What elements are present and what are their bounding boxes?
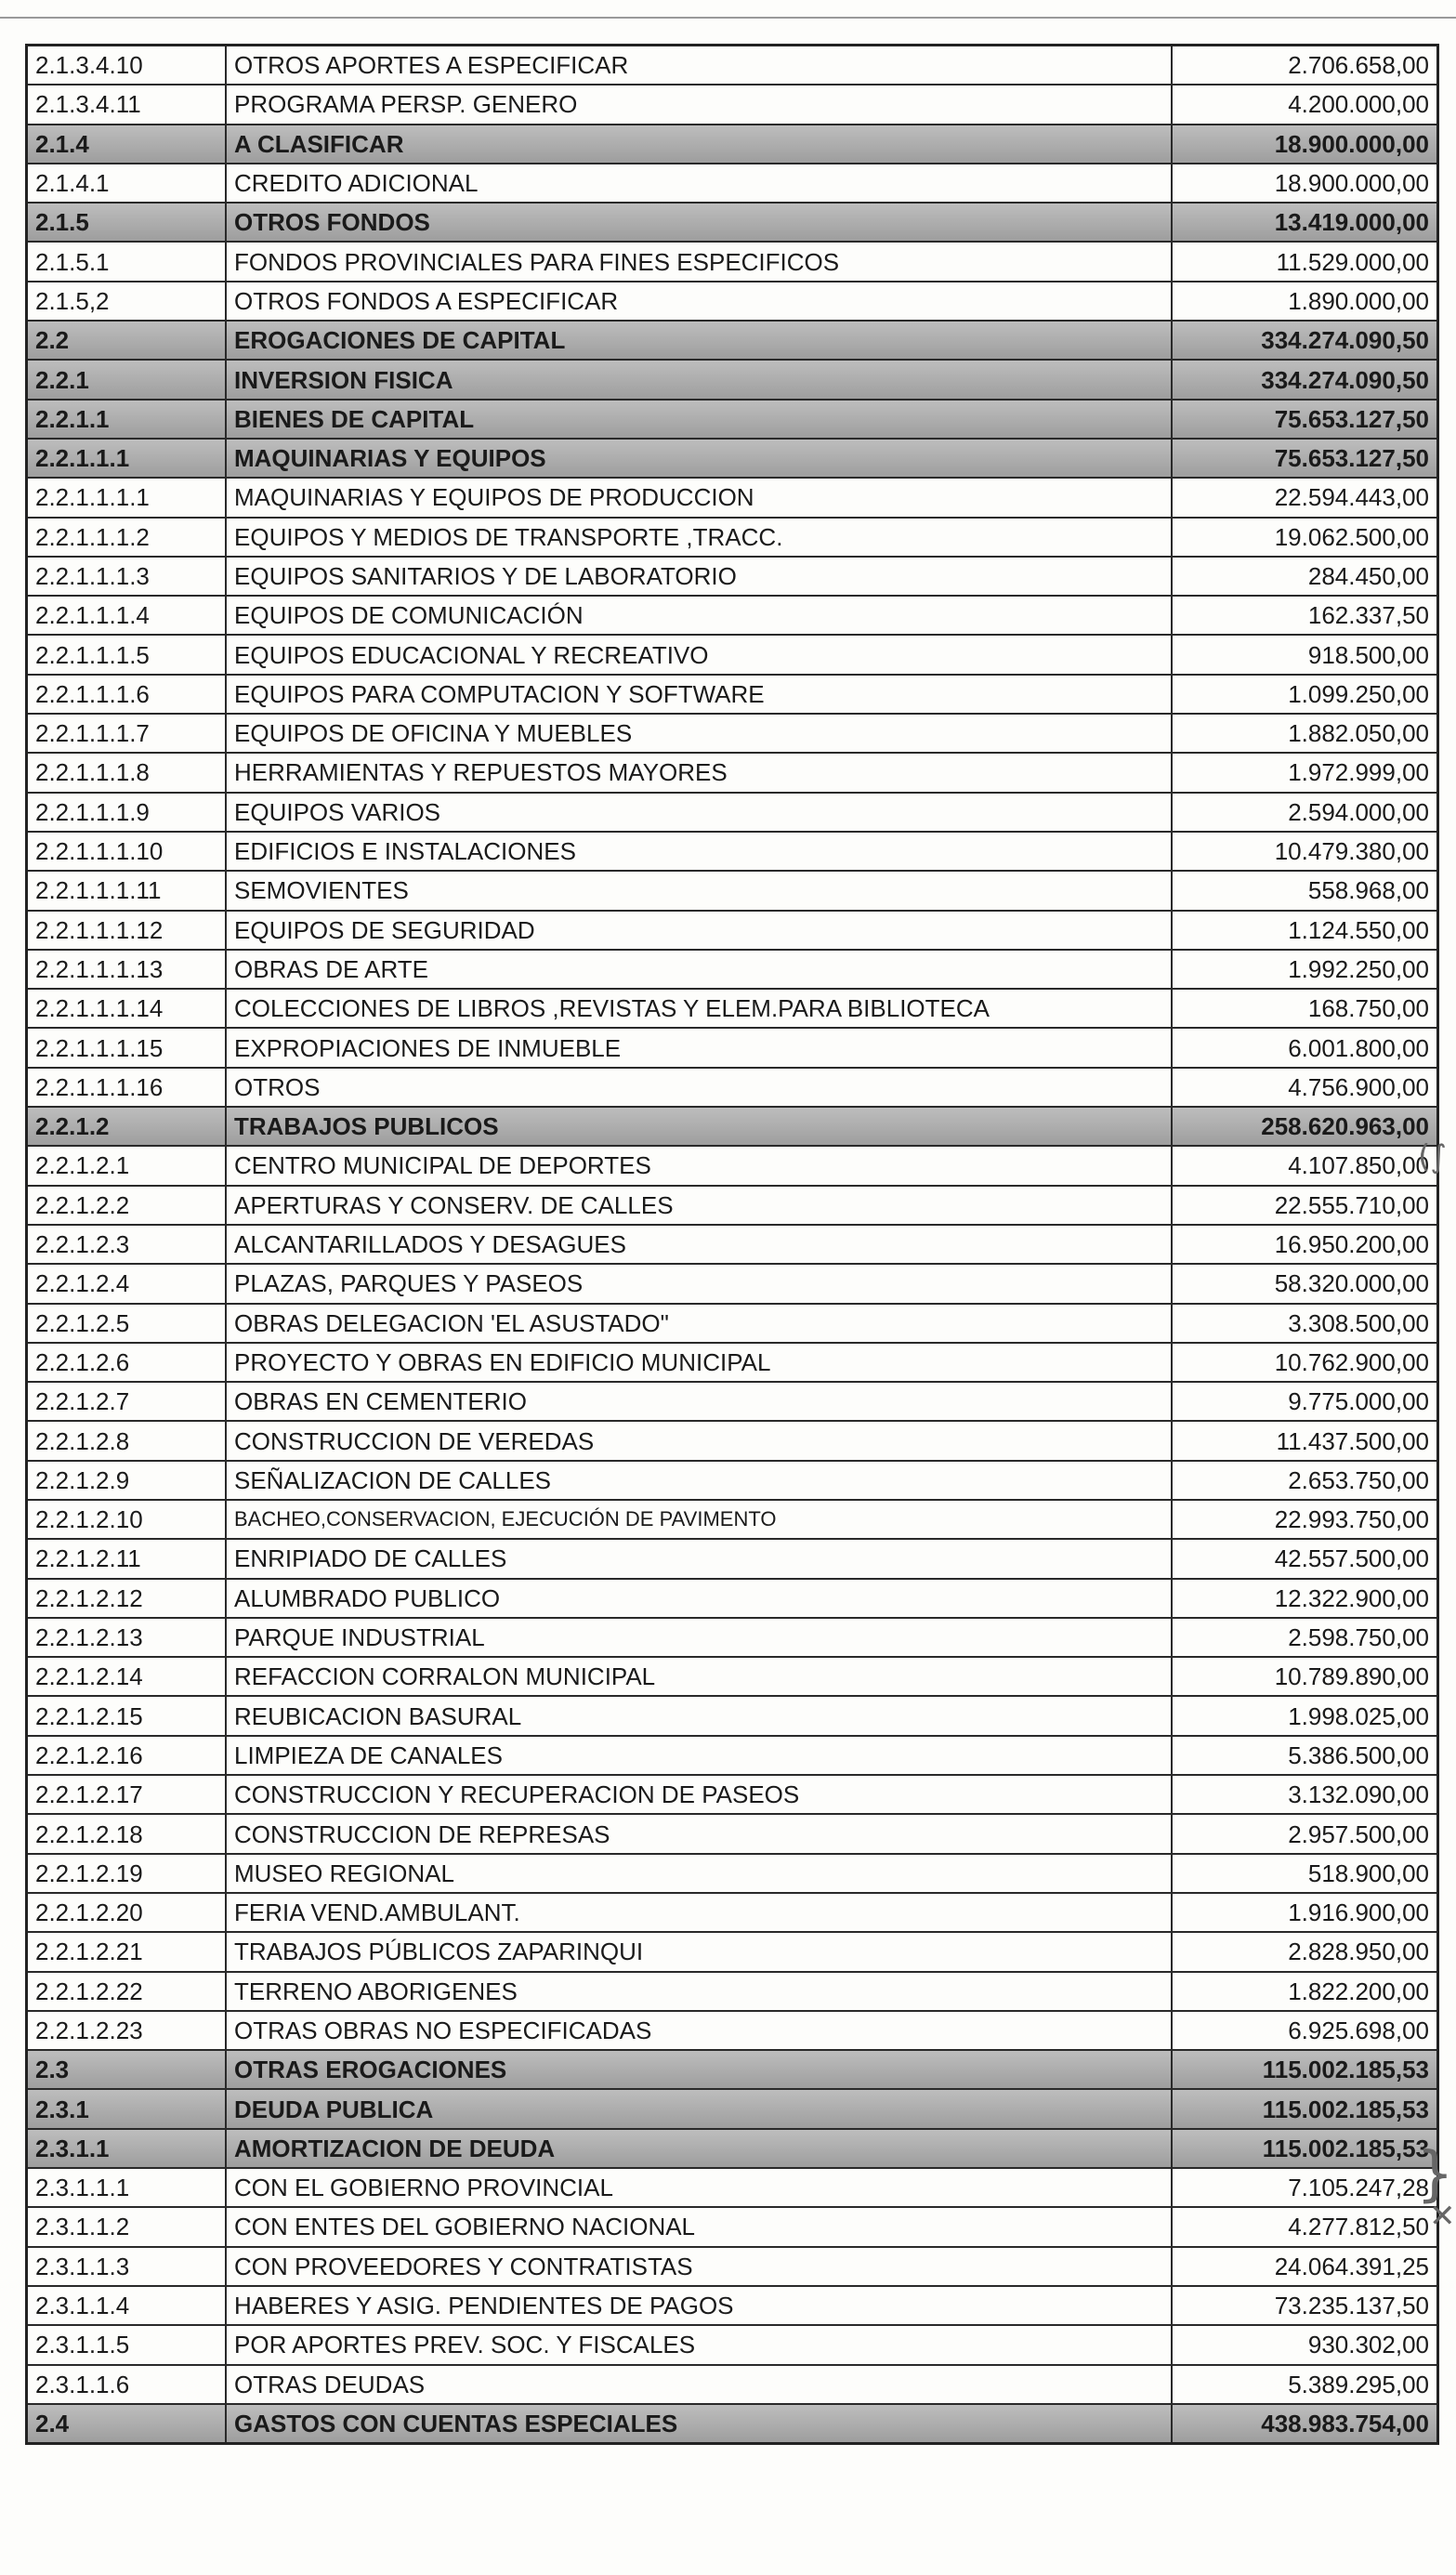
table-row (27, 1657, 1438, 1696)
row-amount: 4.756.900,00 (1172, 1068, 1438, 1107)
table-row (27, 871, 1438, 910)
row-code: 2.2.1 (27, 360, 227, 399)
table-row (27, 793, 1438, 832)
row-amount: 58.320.000,00 (1172, 1264, 1438, 1303)
row-code: 2.3.1 (27, 2089, 227, 2128)
table-row (27, 1775, 1438, 1814)
table-row-section (27, 2050, 1438, 2089)
row-amount: 930.302,00 (1172, 2325, 1438, 2364)
row-amount: 162.337,50 (1172, 596, 1438, 635)
row-code: 2.2.1.2.16 (27, 1736, 227, 1775)
row-amount: 6.001.800,00 (1172, 1028, 1438, 1067)
row-description: HERRAMIENTAS Y REPUESTOS MAYORES (226, 753, 1172, 792)
row-amount: 284.450,00 (1172, 557, 1438, 596)
row-amount: 518.900,00 (1172, 1854, 1438, 1893)
row-code: 2.1.3.4.11 (27, 85, 227, 124)
row-code: 2.2.1.1.1.10 (27, 832, 227, 871)
table-row-section (27, 2129, 1438, 2168)
table-row (27, 1304, 1438, 1343)
table-row (27, 1539, 1438, 1578)
row-code: 2.2.1.2.20 (27, 1893, 227, 1932)
table-row (27, 85, 1438, 124)
row-amount: 1.890.000,00 (1172, 282, 1438, 321)
row-code: 2.2.1.1.1.7 (27, 714, 227, 753)
row-code: 2.3.1.1.2 (27, 2207, 227, 2246)
row-amount: 4.277.812,50 (1172, 2207, 1438, 2246)
table-row-section (27, 1107, 1438, 1146)
row-code: 2.2.1.2.19 (27, 1854, 227, 1893)
row-description: EROGACIONES DE CAPITAL (226, 321, 1172, 360)
table-row (27, 1618, 1438, 1657)
row-amount: 334.274.090,50 (1172, 321, 1438, 360)
row-amount: 16.950.200,00 (1172, 1225, 1438, 1264)
row-description: CONSTRUCCION Y RECUPERACION DE PASEOS (226, 1775, 1172, 1814)
row-amount: 918.500,00 (1172, 635, 1438, 674)
table-row (27, 1421, 1438, 1460)
budget-table-body (27, 46, 1438, 2444)
table-row (27, 1146, 1438, 1185)
row-code: 2.1.4 (27, 125, 227, 164)
row-amount: 2.598.750,00 (1172, 1618, 1438, 1657)
scan-edge (0, 0, 1456, 19)
row-amount: 24.064.391,25 (1172, 2247, 1438, 2286)
row-code: 2.2.1.2.8 (27, 1421, 227, 1460)
table-row (27, 1579, 1438, 1618)
row-code: 2.2.1.2.12 (27, 1579, 227, 1618)
row-code: 2.2.1.2.10 (27, 1500, 227, 1539)
row-code: 2.1.5 (27, 203, 227, 242)
row-amount: 19.062.500,00 (1172, 518, 1438, 557)
row-amount: 22.555.710,00 (1172, 1186, 1438, 1225)
row-description: EXPROPIACIONES DE INMUEBLE (226, 1028, 1172, 1067)
table-row-section (27, 439, 1438, 478)
row-code: 2.1.4.1 (27, 164, 227, 203)
row-code: 2.2.1.2.14 (27, 1657, 227, 1696)
table-row (27, 832, 1438, 871)
table-row (27, 989, 1438, 1028)
row-code: 2.2.1.2.2 (27, 1186, 227, 1225)
table-row-section (27, 400, 1438, 439)
row-amount: 2.706.658,00 (1172, 46, 1438, 85)
table-row (27, 1068, 1438, 1107)
row-description: TERRENO ABORIGENES (226, 1972, 1172, 2011)
row-code: 2.1.5,2 (27, 282, 227, 321)
row-amount: 115.002.185,53 (1172, 2050, 1438, 2089)
row-description: OBRAS DELEGACION 'EL ASUSTADO" (226, 1304, 1172, 1343)
row-description: COLECCIONES DE LIBROS ,REVISTAS Y ELEM.PARA BIBLIOTECA (226, 989, 1172, 1028)
row-code: 2.2.1.2 (27, 1107, 227, 1146)
row-code: 2.2.1.2.21 (27, 1932, 227, 1971)
table-row (27, 1696, 1438, 1735)
row-amount: 1.822.200,00 (1172, 1972, 1438, 2011)
row-description: EQUIPOS DE OFICINA Y MUEBLES (226, 714, 1172, 753)
row-amount: 5.386.500,00 (1172, 1736, 1438, 1775)
row-description: HABERES Y ASIG. PENDIENTES DE PAGOS (226, 2286, 1172, 2325)
row-code: 2.2.1.2.7 (27, 1382, 227, 1421)
row-amount: 2.828.950,00 (1172, 1932, 1438, 1971)
row-description: SEÑALIZACION DE CALLES (226, 1461, 1172, 1500)
row-code: 2.3.1.1.3 (27, 2247, 227, 2286)
row-description: BACHEO,CONSERVACION, EJECUCIÓN DE PAVIMENTO (226, 1500, 1172, 1539)
row-description: PARQUE INDUSTRIAL (226, 1618, 1172, 1657)
row-description: INVERSION FISICA (226, 360, 1172, 399)
row-description: EQUIPOS PARA COMPUTACION Y SOFTWARE (226, 675, 1172, 714)
table-row (27, 478, 1438, 517)
table-row (27, 518, 1438, 557)
row-amount: 3.308.500,00 (1172, 1304, 1438, 1343)
row-description: EQUIPOS DE COMUNICACIÓN (226, 596, 1172, 635)
row-code: 2.2.1.2.22 (27, 1972, 227, 2011)
row-code: 2.2 (27, 321, 227, 360)
row-description: CON PROVEEDORES Y CONTRATISTAS (226, 2247, 1172, 2286)
row-code: 2.2.1.1.1.2 (27, 518, 227, 557)
row-amount: 42.557.500,00 (1172, 1539, 1438, 1578)
table-row (27, 2168, 1438, 2207)
row-code: 2.2.1.1 (27, 400, 227, 439)
table-row (27, 2247, 1438, 2286)
row-description: REFACCION CORRALON MUNICIPAL (226, 1657, 1172, 1696)
table-row (27, 635, 1438, 674)
row-amount: 18.900.000,00 (1172, 125, 1438, 164)
table-row (27, 1814, 1438, 1853)
table-row (27, 1736, 1438, 1775)
row-amount: 1.882.050,00 (1172, 714, 1438, 753)
row-description: EDIFICIOS E INSTALACIONES (226, 832, 1172, 871)
row-description: BIENES DE CAPITAL (226, 400, 1172, 439)
table-row-section (27, 321, 1438, 360)
row-description: OBRAS DE ARTE (226, 950, 1172, 989)
row-description: PLAZAS, PARQUES Y PASEOS (226, 1264, 1172, 1303)
row-amount: 22.594.443,00 (1172, 478, 1438, 517)
row-description: MAQUINARIAS Y EQUIPOS (226, 439, 1172, 478)
row-description: ENRIPIADO DE CALLES (226, 1539, 1172, 1578)
row-amount: 5.389.295,00 (1172, 2365, 1438, 2404)
row-description: FERIA VEND.AMBULANT. (226, 1893, 1172, 1932)
table-row (27, 1932, 1438, 1971)
table-row (27, 164, 1438, 203)
row-description: EQUIPOS VARIOS (226, 793, 1172, 832)
row-amount: 6.925.698,00 (1172, 2011, 1438, 2050)
row-code: 2.2.1.2.9 (27, 1461, 227, 1500)
table-row (27, 950, 1438, 989)
row-amount: 11.437.500,00 (1172, 1421, 1438, 1460)
row-code: 2.2.1.2.15 (27, 1696, 227, 1735)
table-row (27, 1854, 1438, 1893)
row-description: TRABAJOS PÚBLICOS ZAPARINQUI (226, 1932, 1172, 1971)
row-description: PROYECTO Y OBRAS EN EDIFICIO MUNICIPAL (226, 1343, 1172, 1382)
row-code: 2.2.1.1.1.9 (27, 793, 227, 832)
row-code: 2.3.1.1.1 (27, 2168, 227, 2207)
table-row (27, 2207, 1438, 2246)
row-code: 2.2.1.2.17 (27, 1775, 227, 1814)
row-code: 2.2.1.1.1.5 (27, 635, 227, 674)
row-description: OTROS FONDOS A ESPECIFICAR (226, 282, 1172, 321)
row-description: APERTURAS Y CONSERV. DE CALLES (226, 1186, 1172, 1225)
row-description: CON EL GOBIERNO PROVINCIAL (226, 2168, 1172, 2207)
table-row (27, 1461, 1438, 1500)
table-row (27, 753, 1438, 792)
row-description: EQUIPOS EDUCACIONAL Y RECREATIVO (226, 635, 1172, 674)
row-amount: 2.594.000,00 (1172, 793, 1438, 832)
row-amount: 258.620.963,00 (1172, 1107, 1438, 1146)
row-amount: 2.957.500,00 (1172, 1814, 1438, 1853)
row-code: 2.3.1.1.6 (27, 2365, 227, 2404)
row-description: TRABAJOS PUBLICOS (226, 1107, 1172, 1146)
row-amount: 9.775.000,00 (1172, 1382, 1438, 1421)
row-amount: 10.479.380,00 (1172, 832, 1438, 871)
row-code: 2.2.1.2.4 (27, 1264, 227, 1303)
row-description: GASTOS CON CUENTAS ESPECIALES (226, 2404, 1172, 2444)
row-code: 2.2.1.2.1 (27, 1146, 227, 1185)
row-code: 2.2.1.1.1 (27, 439, 227, 478)
table-row (27, 1893, 1438, 1932)
row-description: OTRAS EROGACIONES (226, 2050, 1172, 2089)
row-description: OTROS (226, 1068, 1172, 1107)
row-amount: 22.993.750,00 (1172, 1500, 1438, 1539)
row-description: DEUDA PUBLICA (226, 2089, 1172, 2128)
row-code: 2.2.1.1.1.6 (27, 675, 227, 714)
row-amount: 3.132.090,00 (1172, 1775, 1438, 1814)
row-code: 2.2.1.1.1.11 (27, 871, 227, 910)
row-description: CON ENTES DEL GOBIERNO NACIONAL (226, 2207, 1172, 2246)
row-description: OTRAS OBRAS NO ESPECIFICADAS (226, 2011, 1172, 2050)
row-code: 2.2.1.1.1.14 (27, 989, 227, 1028)
row-amount: 13.419.000,00 (1172, 203, 1438, 242)
row-description: OBRAS EN CEMENTERIO (226, 1382, 1172, 1421)
row-code: 2.2.1.2.13 (27, 1618, 227, 1657)
row-code: 2.1.5.1 (27, 242, 227, 281)
row-description: CENTRO MUNICIPAL DE DEPORTES (226, 1146, 1172, 1185)
table-row-section (27, 2404, 1438, 2444)
row-amount: 18.900.000,00 (1172, 164, 1438, 203)
table-row (27, 1382, 1438, 1421)
row-amount: 75.653.127,50 (1172, 400, 1438, 439)
table-row (27, 2365, 1438, 2404)
row-amount: 10.762.900,00 (1172, 1343, 1438, 1382)
row-amount: 10.789.890,00 (1172, 1657, 1438, 1696)
row-amount: 558.968,00 (1172, 871, 1438, 910)
row-code: 2.2.1.1.1.12 (27, 911, 227, 950)
table-row (27, 46, 1438, 85)
row-description: POR APORTES PREV. SOC. Y FISCALES (226, 2325, 1172, 2364)
row-description: EQUIPOS DE SEGURIDAD (226, 911, 1172, 950)
row-code: 2.3.1.1 (27, 2129, 227, 2168)
table-row (27, 714, 1438, 753)
row-amount: 334.274.090,50 (1172, 360, 1438, 399)
row-amount: 12.322.900,00 (1172, 1579, 1438, 1618)
row-description: ALCANTARILLADOS Y DESAGUES (226, 1225, 1172, 1264)
row-amount: 1.124.550,00 (1172, 911, 1438, 950)
row-amount: 1.972.999,00 (1172, 753, 1438, 792)
row-code: 2.2.1.2.6 (27, 1343, 227, 1382)
row-code: 2.2.1.1.1.15 (27, 1028, 227, 1067)
margin-mark-bracket: } (1416, 2140, 1454, 2209)
row-description: REUBICACION BASURAL (226, 1696, 1172, 1735)
row-code: 2.2.1.2.23 (27, 2011, 227, 2050)
row-code: 2.2.1.1.1.1 (27, 478, 227, 517)
row-description: A CLASIFICAR (226, 125, 1172, 164)
row-amount: 1.998.025,00 (1172, 1696, 1438, 1735)
table-row (27, 557, 1438, 596)
row-code: 2.1.3.4.10 (27, 46, 227, 85)
row-amount: 7.105.247,28 (1172, 2168, 1438, 2207)
row-code: 2.2.1.2.18 (27, 1814, 227, 1853)
row-code: 2.3 (27, 2050, 227, 2089)
row-code: 2.2.1.1.1.3 (27, 557, 227, 596)
row-code: 2.2.1.2.11 (27, 1539, 227, 1578)
budget-table (25, 44, 1439, 2445)
row-amount: 4.107.850,00 (1172, 1146, 1438, 1185)
table-row (27, 2011, 1438, 2050)
row-code: 2.2.1.1.1.8 (27, 753, 227, 792)
row-code: 2.2.1.1.1.16 (27, 1068, 227, 1107)
row-description: MUSEO REGIONAL (226, 1854, 1172, 1893)
row-description: SEMOVIENTES (226, 871, 1172, 910)
table-row-section (27, 203, 1438, 242)
table-row-section (27, 360, 1438, 399)
row-code: 2.2.1.2.3 (27, 1225, 227, 1264)
table-row (27, 1500, 1438, 1539)
row-amount: 4.200.000,00 (1172, 85, 1438, 124)
row-amount: 75.653.127,50 (1172, 439, 1438, 478)
row-amount: 1.099.250,00 (1172, 675, 1438, 714)
row-description: CONSTRUCCION DE REPRESAS (226, 1814, 1172, 1853)
row-description: OTRAS DEUDAS (226, 2365, 1172, 2404)
table-row (27, 282, 1438, 321)
row-description: ALUMBRADO PUBLICO (226, 1579, 1172, 1618)
margin-mark-initials: (∫ (1418, 1138, 1447, 1176)
row-amount: 115.002.185,53 (1172, 2129, 1438, 2168)
table-row (27, 2325, 1438, 2364)
margin-mark-check: ✕ (1429, 2198, 1456, 2235)
table-row-section (27, 125, 1438, 164)
row-description: MAQUINARIAS Y EQUIPOS DE PRODUCCION (226, 478, 1172, 517)
row-code: 2.4 (27, 2404, 227, 2444)
table-row (27, 2286, 1438, 2325)
table-row (27, 1264, 1438, 1303)
row-amount: 438.983.754,00 (1172, 2404, 1438, 2444)
row-amount: 11.529.000,00 (1172, 242, 1438, 281)
row-description: PROGRAMA PERSP. GENERO (226, 85, 1172, 124)
row-code: 2.2.1.1.1.4 (27, 596, 227, 635)
row-amount: 1.916.900,00 (1172, 1893, 1438, 1932)
table-row (27, 911, 1438, 950)
row-description: OTROS FONDOS (226, 203, 1172, 242)
row-amount: 2.653.750,00 (1172, 1461, 1438, 1500)
row-description: EQUIPOS SANITARIOS Y DE LABORATORIO (226, 557, 1172, 596)
row-amount: 115.002.185,53 (1172, 2089, 1438, 2128)
table-row (27, 596, 1438, 635)
row-description: AMORTIZACION DE DEUDA (226, 2129, 1172, 2168)
row-description: CONSTRUCCION DE VEREDAS (226, 1421, 1172, 1460)
row-code: 2.3.1.1.4 (27, 2286, 227, 2325)
row-description: FONDOS PROVINCIALES PARA FINES ESPECIFICOS (226, 242, 1172, 281)
row-amount: 1.992.250,00 (1172, 950, 1438, 989)
row-description: LIMPIEZA DE CANALES (226, 1736, 1172, 1775)
table-row (27, 675, 1438, 714)
row-description: OTROS APORTES A ESPECIFICAR (226, 46, 1172, 85)
table-row-section (27, 2089, 1438, 2128)
table-row (27, 1343, 1438, 1382)
row-code: 2.3.1.1.5 (27, 2325, 227, 2364)
row-amount: 73.235.137,50 (1172, 2286, 1438, 2325)
table-row (27, 1225, 1438, 1264)
row-code: 2.2.1.2.5 (27, 1304, 227, 1343)
table-row (27, 1972, 1438, 2011)
row-description: EQUIPOS Y MEDIOS DE TRANSPORTE ,TRACC. (226, 518, 1172, 557)
row-amount: 168.750,00 (1172, 989, 1438, 1028)
row-description: CREDITO ADICIONAL (226, 164, 1172, 203)
table-row (27, 1186, 1438, 1225)
table-row (27, 242, 1438, 281)
table-row (27, 1028, 1438, 1067)
row-code: 2.2.1.1.1.13 (27, 950, 227, 989)
